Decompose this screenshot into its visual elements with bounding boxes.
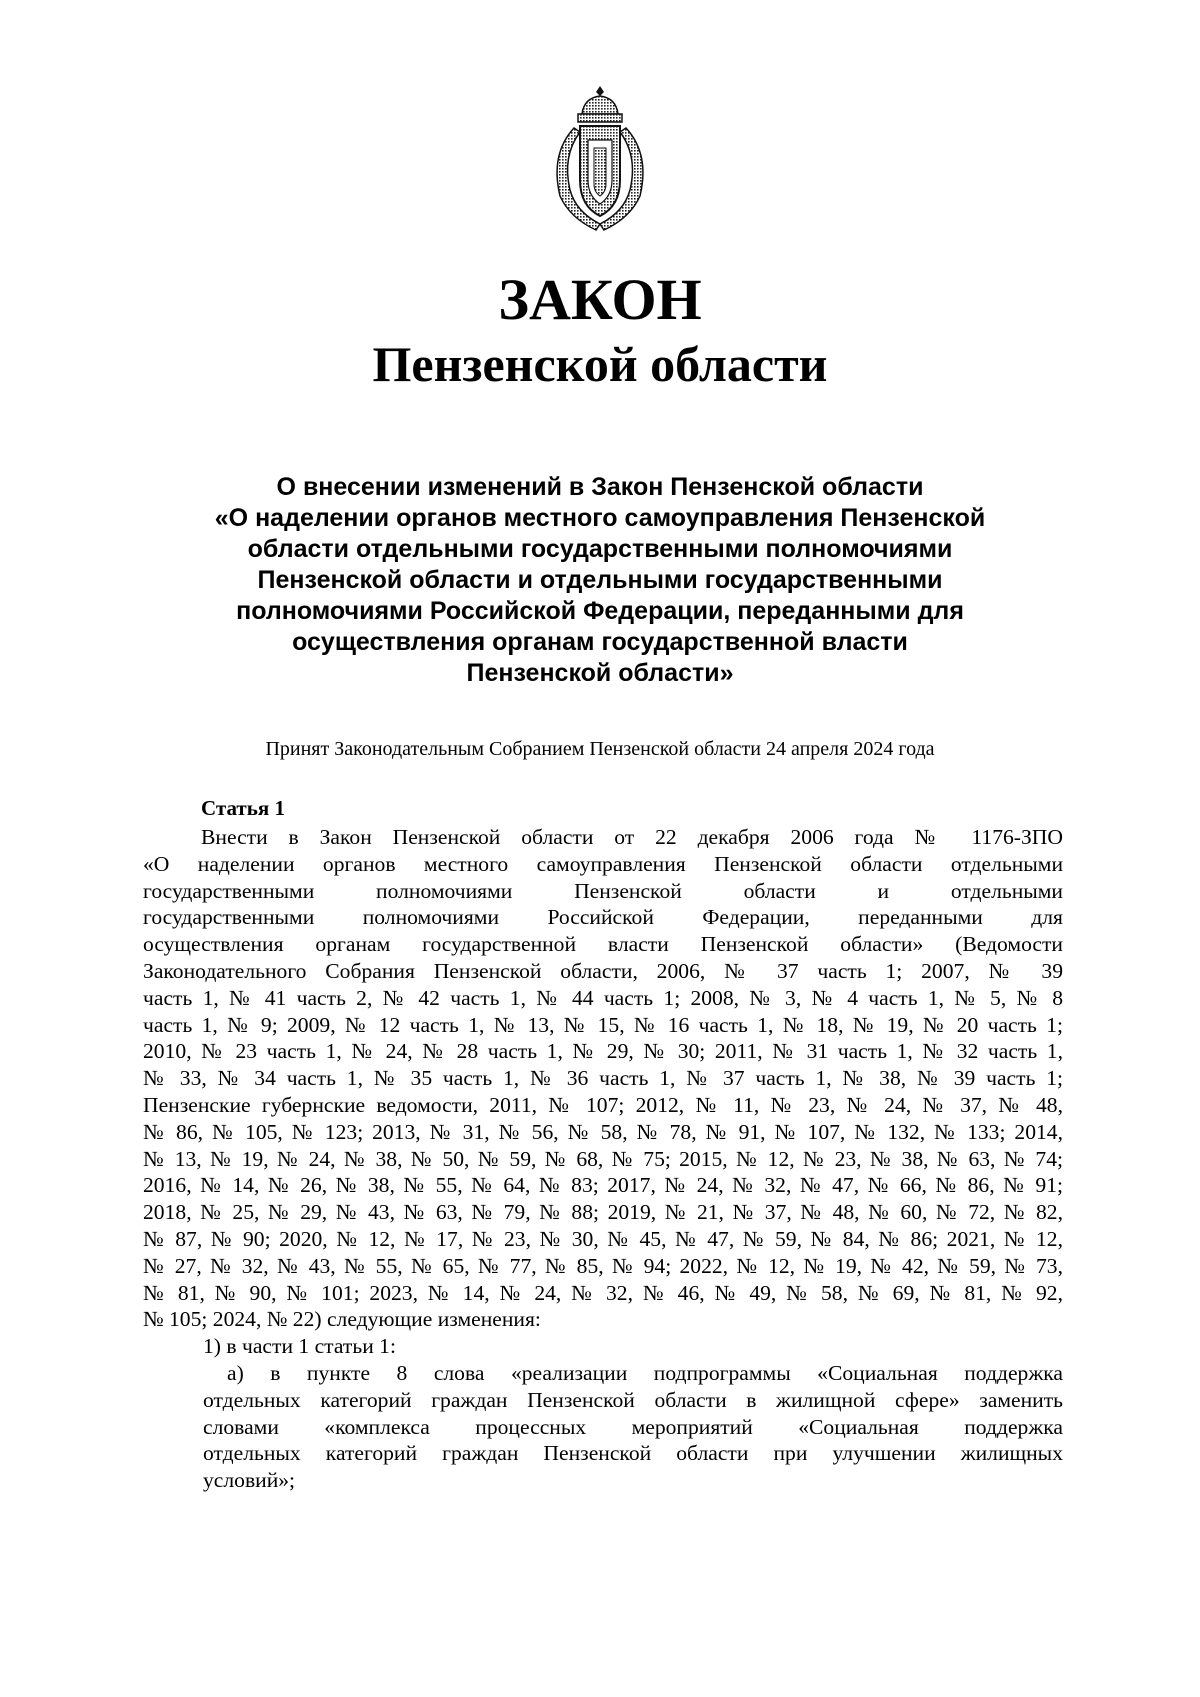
body-line: № 87, № 90; 2020, № 12, № 17, № 23, № 30, № 45, № 47, № 59, № 84, № 86; 2021, № 12, [143, 1226, 1063, 1251]
body-line: № 105; 2024, № 22) следующие изменения: [143, 1307, 541, 1332]
body-line: Пензенские губернские ведомости, 2011, № 107; 2012, № 11, № 23, № 24, № 37, № 48, [143, 1092, 1063, 1117]
body-line: № 86, № 105, № 123; 2013, № 31, № 56, № 58, № 78, № 91, № 107, № 132, № 133; 2014, [143, 1119, 1063, 1144]
body-line: № 27, № 32, № 43, № 55, № 65, № 77, № 85, № 94; 2022, № 12, № 19, № 42, № 59, № 73, [143, 1253, 1063, 1278]
body-line: Законодательного Собрания Пензенской области, 2006, № 37 часть 1; 2007, № 39 [143, 958, 1063, 983]
body-line: государственными полномочиями Пензенской области и отдельными [143, 878, 1063, 903]
law-title [140, 472, 1060, 689]
body-line: № 81, № 90, № 101; 2023, № 14, № 24, № 32, № 46, № 49, № 58, № 69, № 81, № 92, [143, 1280, 1063, 1305]
title-line: осуществления органам государственной власти [292, 628, 908, 656]
article-body [143, 824, 1063, 1494]
body-line: Внести в Закон Пензенской области от 22 декабря 2006 года № 1176-ЗПО [201, 825, 1063, 849]
title-line: «О наделении органов местного самоуправления Пензенской [214, 504, 986, 532]
article-heading: Статья 1 [201, 796, 285, 820]
sub-item-a-line: а) в пункте 8 слова «реализации подпрограммы «Социальная поддержка [227, 1360, 1063, 1385]
title-line: области отдельными государственными полномочиями [247, 535, 953, 563]
body-line: 2016, № 14, № 26, № 38, № 55, № 64, № 83; 2017, № 24, № 32, № 47, № 66, № 86, № 91; [143, 1173, 1063, 1198]
body-line: осуществления органам государственной власти Пензенской области» (Ведомости [143, 932, 1063, 957]
sub-item-a-line: словами «комплекса процессных мероприятий «Социальная поддержка [203, 1414, 1063, 1439]
body-line: № 33, № 34 часть 1, № 35 часть 1, № 36 часть 1, № 37 часть 1, № 38, № 39 часть 1; [143, 1066, 1063, 1091]
body-line: часть 1, № 41 часть 2, № 42 часть 1, № 44 часть 1; 2008, № 3, № 4 часть 1, № 5, № 8 [143, 985, 1063, 1010]
sub-item-a-line: отдельных категорий граждан Пензенской области при улучшении жилищных [203, 1441, 1063, 1466]
title-line: О внесении изменений в Закон Пензенской области [276, 473, 924, 501]
body-line: часть 1, № 9; 2009, № 12 часть 1, № 13, № 15, № 16 часть 1, № 18, № 19, № 20 часть 1; [143, 1012, 1063, 1037]
body-line: № 13, № 19, № 24, № 38, № 50, № 59, № 68, № 75; 2015, № 12, № 23, № 38, № 63, № 74; [143, 1146, 1063, 1171]
sub-item-a-line: отдельных категорий граждан Пензенской области в жилищной сфере» заменить [203, 1387, 1063, 1412]
title-line: полномочиями Российской Федерации, переданными для [236, 597, 964, 625]
body-line: «О наделении органов местного самоуправления Пензенской области отдельными [143, 851, 1063, 876]
list-item-1: 1) в части 1 статьи 1: [203, 1334, 396, 1359]
body-line: 2018, № 25, № 29, № 43, № 63, № 79, № 88; 2019, № 21, № 37, № 48, № 60, № 72, № 82, [143, 1200, 1063, 1225]
title-line: Пензенской области» [466, 659, 734, 687]
adoption-note: Принят Законодательным Собранием Пензенской области 24 апреля 2024 года [265, 738, 935, 760]
coat-of-arms-icon [544, 84, 656, 234]
title-line: Пензенской области и отдельными государственными [257, 566, 943, 594]
body-line: 2010, № 23 часть 1, № 24, № 28 часть 1, № 29, № 30; 2011, № 31 часть 1, № 32 часть 1, [143, 1039, 1063, 1064]
law-region: Пензенской области [372, 336, 828, 392]
sub-item-a-line: условий»; [203, 1468, 296, 1493]
law-heading: ЗАКОН [498, 267, 702, 332]
body-line: государственными полномочиями Российской Федерации, переданными для [143, 905, 1063, 930]
